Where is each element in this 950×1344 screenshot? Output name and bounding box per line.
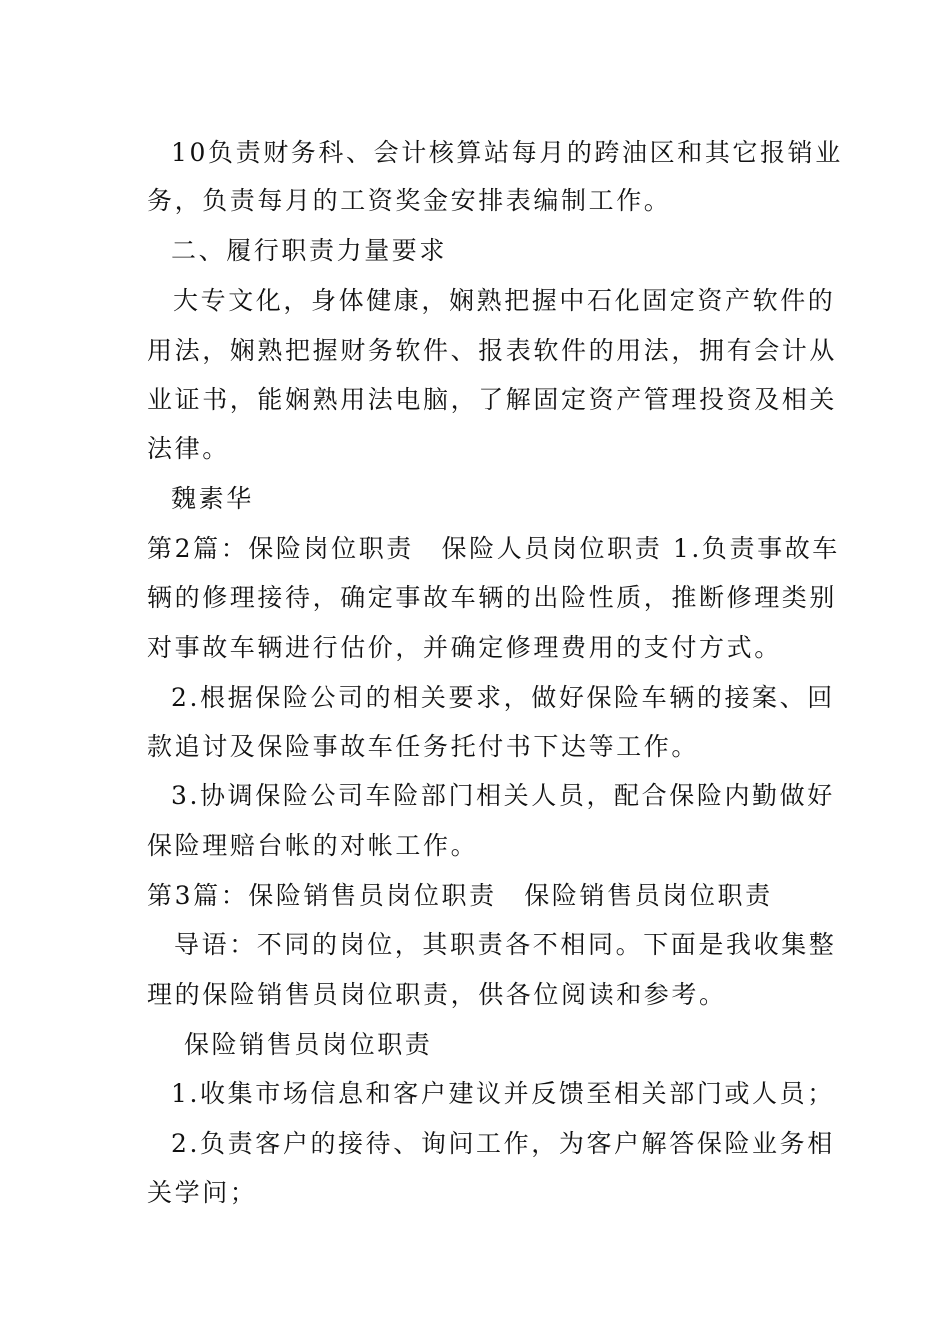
text-line: 对事故车辆进行估价，并确定修理费用的支付方式。 [147,633,782,662]
list-item: 1.收集市场信息和客户建议并反馈至相关部门或人员； [171,1079,835,1108]
text-line: 务，负责每月的工资奖金安排表编制工作。 [147,186,672,215]
text-line: 理的保险销售员岗位职责，供各位阅读和参考。 [147,980,727,1009]
text-line: 业证书，能娴熟用法电脑，了解固定资产管理投资及相关 [147,385,838,414]
chapter-heading: 第3篇：保险销售员岗位职责 保险销售员岗位职责 [147,881,773,910]
sub-heading: 保险销售员岗位职责 [184,1030,433,1059]
text-line: 用法，娴熟把握财务软件、报表软件的用法，拥有会计从 [147,336,838,365]
author-name: 魏素华 [171,484,254,513]
text-line: 法律。 [147,434,230,463]
text-line: 关学问； [147,1178,258,1207]
text-line: 大专文化，身体健康，娴熟把握中石化固定资产软件的 [173,286,836,315]
section-heading: 二、履行职责力量要求 [171,236,448,265]
text-line: 款追讨及保险事故车任务托付书下达等工作。 [147,732,700,761]
chapter-heading: 第2篇：保险岗位职责 保险人员岗位职责 1.负责事故车 [147,534,840,563]
list-item: 2.负责客户的接待、询问工作，为客户解答保险业务相 [171,1129,835,1158]
text-line: 10负责财务科、会计核算站每月的跨油区和其它报销业 [171,138,843,167]
text-line: 3.协调保险公司车险部门相关人员，配合保险内勤做好 [171,781,835,810]
text-line: 保险理赔台帐的对帐工作。 [147,831,479,860]
text-line: 辆的修理接待，确定事故车辆的出险性质，推断修理类别 [147,583,838,612]
text-line: 导语：不同的岗位，其职责各不相同。下面是我收集整 [174,930,837,959]
text-line: 2.根据保险公司的相关要求，做好保险车辆的接案、回 [171,683,835,712]
